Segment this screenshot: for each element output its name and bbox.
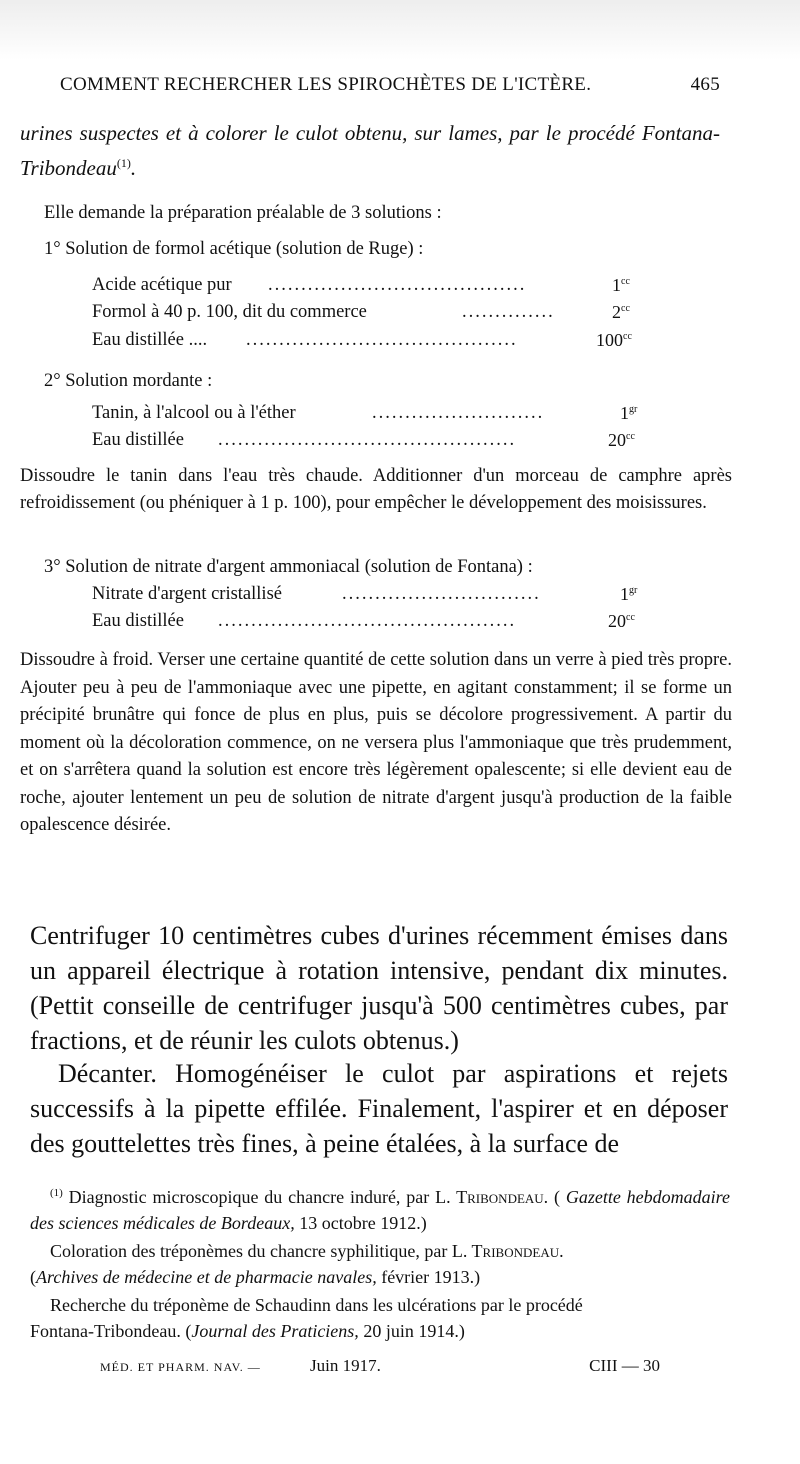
leader-dots: ..........................	[372, 403, 545, 423]
footnote-author: L. Tribondeau.	[435, 1187, 549, 1207]
recipe-2-item-2: Eau distillée	[92, 430, 184, 450]
solution-1-heading: 1° Solution de formol acétique (solution de Ruge) :	[44, 239, 424, 259]
page-number: 465	[690, 74, 720, 95]
footnote-3-journal: Journal des Praticiens,	[191, 1321, 359, 1341]
recipe-3-qty-1	[620, 584, 637, 605]
recipe-1-item-2: Formol à 40 p. 100, dit du commerce	[92, 302, 367, 322]
recipe-1-item-1: Acide acétique pur	[92, 275, 232, 295]
solution-3-heading: 3° Solution de nitrate d'argent ammoniacal (solution de Fontana) :	[44, 557, 533, 577]
paragraph-decanter: Décanter. Homogénéiser le culot par aspirations et rejets successifs à la pipette effilée. Finalement, l'aspirer et en déposer des gouttelettes très fines, à peine étalées, à la surface de	[30, 1059, 728, 1158]
leader-dots: ..............................	[342, 584, 541, 604]
footnote-2-paren: (	[30, 1267, 36, 1287]
qty-value: 1	[620, 403, 629, 423]
recipe-1-qty-1	[612, 275, 630, 296]
paragraph-dissoudre: Dissoudre à froid. Verser une certaine quantité de cette solution dans un verre à pied très propre. Ajouter peu à peu de l'ammoniaque avec une pipette, en agitant constamment; il se forme un précipité brunâtre qui fonce de plus en plus, puis se décolore progressivement. A partir du moment où la décoloration commence, on ne versera plus l'ammoniaque que très prudemment, et on s'arrêtera quand la solution est encore très légèrement opalescente; si elle devient eau de roche, ajouter lentement un peu de solution de nitrate d'argent jusqu'à production de la faible opalescence désirée.	[20, 650, 732, 835]
footnote-2-text: Coloration des tréponèmes du chancre syphilitique, par	[50, 1241, 448, 1261]
qty-unit: gr	[629, 585, 638, 596]
intro-italic: urines suspectes et à colorer le culot obtenu, sur lames, par le procédé Fontana-Tribondeau$^{(1)}$.	[20, 121, 720, 180]
footnote-2-journal: Archives de médecine et de pharmacie navales,	[36, 1267, 377, 1287]
footnote-1-date: 13 octobre 1912.)	[299, 1213, 427, 1233]
footnote-3	[30, 1292, 730, 1344]
qty-value: 100	[596, 330, 623, 350]
scan-noise	[0, 0, 800, 60]
footnote-2	[30, 1238, 730, 1290]
recipe-1-item-3: Eau distillée ....	[92, 330, 208, 350]
qty-unit: cc	[621, 303, 630, 314]
qty-value: 1	[612, 275, 621, 295]
qty-unit: gr	[629, 404, 638, 415]
footer-date: Juin 1917.	[310, 1356, 381, 1375]
qty-unit: cc	[621, 276, 630, 287]
qty-value: 20	[608, 430, 626, 450]
qty-unit: cc	[626, 431, 635, 442]
footnote-author: L. Tribondeau.	[451, 1241, 564, 1261]
qty-value: 20	[608, 611, 626, 631]
footnote-2-date: février 1913.)	[376, 1267, 481, 1287]
footer-signature: CIII — 30	[589, 1356, 660, 1375]
footnote-1-text: Diagnostic microscopique du chancre induré, par	[68, 1187, 430, 1207]
header-title: COMMENT RECHERCHER LES SPIROCHÈTES DE L'ICTÈRE.	[60, 74, 592, 95]
recipe-3-item-1: Nitrate d'argent cristallisé	[92, 584, 282, 604]
leader-dots: .............................................	[218, 430, 517, 450]
footnote-1-journal: Gazette hebdomadaire des sciences médicales de Bordeaux,	[30, 1187, 731, 1233]
paragraph-preparation: Elle demande la préparation préalable de 3 solutions :	[44, 203, 442, 223]
leader-dots: .............................................	[218, 611, 517, 631]
leader-dots: ..............	[462, 302, 555, 322]
leader-dots: .........................................	[246, 330, 518, 350]
recipe-1-qty-2	[612, 302, 630, 323]
footnote-3-date: 20 juin 1914.)	[358, 1321, 465, 1341]
recipe-3-qty-2	[608, 611, 635, 632]
recipe-2-qty-1	[620, 403, 637, 424]
qty-value: 1	[620, 584, 629, 604]
footnote-3-text-b: Fontana-Tribondeau. (	[30, 1321, 192, 1341]
recipe-2-qty-2	[608, 430, 635, 451]
leader-dots: .......................................	[268, 275, 527, 295]
qty-unit: cc	[623, 331, 632, 342]
footer-publication: MÉD. ET PHARM. NAV. —	[100, 1360, 261, 1374]
intro-end: .	[130, 156, 137, 180]
paragraph-centrifuger: Centrifuger 10 centimètres cubes d'urines récemment émises dans un appareil électrique à rotation intensive, pendant dix minutes. (Pettit conseille de centrifuger jusqu'à 500 centimètres cubes, par fractions, et de réunir les culots obtenus.)	[30, 921, 728, 1055]
footnote-1-punct: (	[554, 1187, 561, 1207]
intro-text: urines suspectes et à colorer le culot obtenu, sur lames, par le procédé Fontana-Tribondeau	[20, 121, 720, 180]
footnote-marker: (1)	[50, 1187, 63, 1199]
footnote-3-text: Recherche du tréponème de Schaudinn dans les ulcérations par le procédé	[50, 1295, 583, 1315]
recipe-2-item-1: Tanin, à l'alcool ou à l'éther	[92, 403, 296, 423]
recipe-1-qty-3	[596, 330, 632, 351]
solution-2-heading: 2° Solution mordante :	[44, 371, 213, 391]
footnote-1	[30, 1180, 730, 1236]
paragraph-tanin: Dissoudre le tanin dans l'eau très chaude. Additionner d'un morceau de camphre après refroidissement (ou phéniquer à 1 p. 100), pour empêcher le développement des moisissures.	[20, 466, 732, 513]
qty-unit: cc	[626, 612, 635, 623]
recipe-3-item-2: Eau distillée	[92, 611, 184, 631]
qty-value: 2	[612, 302, 621, 322]
